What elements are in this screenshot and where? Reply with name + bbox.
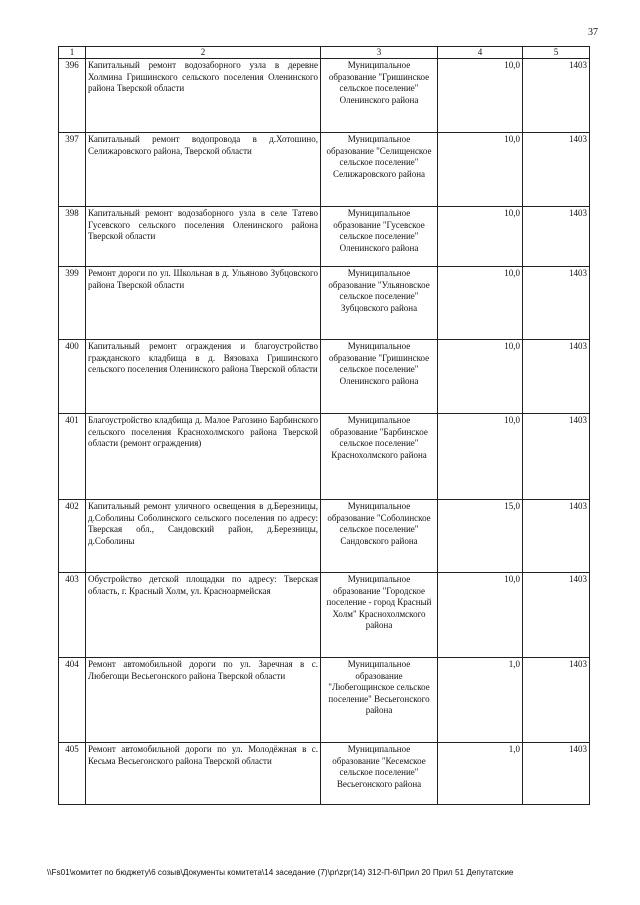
row-code: 1403 xyxy=(523,743,590,805)
row-organization: Муниципальное образование "Селищенское сельское поселение" Селижаровского района xyxy=(321,133,438,207)
table-row xyxy=(59,658,590,743)
row-amount: 1,0 xyxy=(438,743,523,805)
row-number: 401 xyxy=(59,414,86,500)
row-amount: 10,0 xyxy=(438,340,523,414)
row-code: 1403 xyxy=(523,340,590,414)
row-number: 400 xyxy=(59,340,86,414)
row-description: Ремонт автомобильной дороги по ул. Заречная в с. Любегощи Весьегонского района Тверской области xyxy=(86,658,321,743)
table-row xyxy=(59,573,590,658)
row-description: Капитальный ремонт водозаборного узла в селе Татево Гусевского сельского поселения Оленинского района Тверской области xyxy=(86,207,321,267)
table-row xyxy=(59,267,590,340)
row-code: 1403 xyxy=(523,207,590,267)
table-row xyxy=(59,414,590,500)
row-organization: Муниципальное образование "Барбинское сельское поселение" Краснохолмского района xyxy=(321,414,438,500)
report-table xyxy=(58,46,590,805)
row-description: Ремонт автомобильной дороги по ул. Молодёжная в с. Кесьма Весьегонского района Тверской области xyxy=(86,743,321,805)
row-organization: Муниципальное образование "Гусевское сельское поселение" Оленинского района xyxy=(321,207,438,267)
row-number: 405 xyxy=(59,743,86,805)
row-amount: 10,0 xyxy=(438,267,523,340)
row-organization: Муниципальное образование "Любегощинское сельское поселение" Весьегонского района xyxy=(321,658,438,743)
row-organization: Муниципальное образование "Гришинское сельское поселение" Оленинского района xyxy=(321,59,438,133)
row-number: 402 xyxy=(59,500,86,573)
row-number: 404 xyxy=(59,658,86,743)
row-amount: 10,0 xyxy=(438,59,523,133)
row-amount: 15,0 xyxy=(438,500,523,573)
row-description: Благоустройство кладбища д. Малое Рагозино Барбинского сельского поселения Краснохолмского района Тверской области (ремонт ограждения) xyxy=(86,414,321,500)
row-code: 1403 xyxy=(523,414,590,500)
table-row xyxy=(59,59,590,133)
row-amount: 1,0 xyxy=(438,658,523,743)
row-amount: 10,0 xyxy=(438,133,523,207)
row-description: Ремонт дороги по ул. Школьная в д. Ульяново Зубцовского района Тверской области xyxy=(86,267,321,340)
table-row xyxy=(59,743,590,805)
row-description: Капитальный ремонт водопровода в д.Хотошино, Селижаровского района, Тверской области xyxy=(86,133,321,207)
row-number: 399 xyxy=(59,267,86,340)
row-code: 1403 xyxy=(523,267,590,340)
row-description: Капитальный ремонт уличного освещения в д.Березницы, д.Соболины Соболинского сельского поселения по адресу: Тверская обл., Сандовский район, д.Березницы, д.Соболины xyxy=(86,500,321,573)
row-code: 1403 xyxy=(523,658,590,743)
row-description: Обустройство детской площадки по адресу: Тверская область, г. Красный Холм, ул. Красноармейская xyxy=(86,573,321,658)
row-organization: Муниципальное образование "Ульяновское сельское поселение" Зубцовского района xyxy=(321,267,438,340)
row-code: 1403 xyxy=(523,133,590,207)
table-row xyxy=(59,133,590,207)
row-organization: Муниципальное образование "Гришинское сельское поселение" Оленинского района xyxy=(321,340,438,414)
table-row xyxy=(59,340,590,414)
row-number: 397 xyxy=(59,133,86,207)
column-header: 2 xyxy=(86,47,321,59)
row-organization: Муниципальное образование "Городское поселение - город Красный Холм" Краснохолмского района xyxy=(321,573,438,658)
row-code: 1403 xyxy=(523,59,590,133)
row-description: Капитальный ремонт водозаборного узла в деревне Холмина Гришинского сельского поселения Оленинского района Тверской области xyxy=(86,59,321,133)
page-number: 37 xyxy=(588,27,598,38)
column-header: 4 xyxy=(438,47,523,59)
row-number: 403 xyxy=(59,573,86,658)
row-number: 396 xyxy=(59,59,86,133)
row-organization: Муниципальное образование "Соболинское сельское поселение" Сандовского района xyxy=(321,500,438,573)
table-row xyxy=(59,207,590,267)
column-header: 3 xyxy=(321,47,438,59)
footer-file-path: \\Fs01\комитет по бюджету\6 созыв\Документы комитета\14 заседание (7)\pr\zpr(14) 312-П-6\Прил 20 Прил 51 Депутатские xyxy=(47,868,514,877)
row-amount: 10,0 xyxy=(438,207,523,267)
row-code: 1403 xyxy=(523,573,590,658)
row-number: 398 xyxy=(59,207,86,267)
row-organization: Муниципальное образование "Кесемское сельское поселение" Весьегонского района xyxy=(321,743,438,805)
column-header: 1 xyxy=(59,47,86,59)
row-code: 1403 xyxy=(523,500,590,573)
table-row xyxy=(59,500,590,573)
row-description: Капитальный ремонт ограждения и благоустройство гражданского кладбища в д. Вязоваха Гришинского сельского поселения Оленинского района Тверской области xyxy=(86,340,321,414)
table-header-row xyxy=(59,47,590,59)
row-amount: 10,0 xyxy=(438,573,523,658)
column-header: 5 xyxy=(523,47,590,59)
row-amount: 10,0 xyxy=(438,414,523,500)
